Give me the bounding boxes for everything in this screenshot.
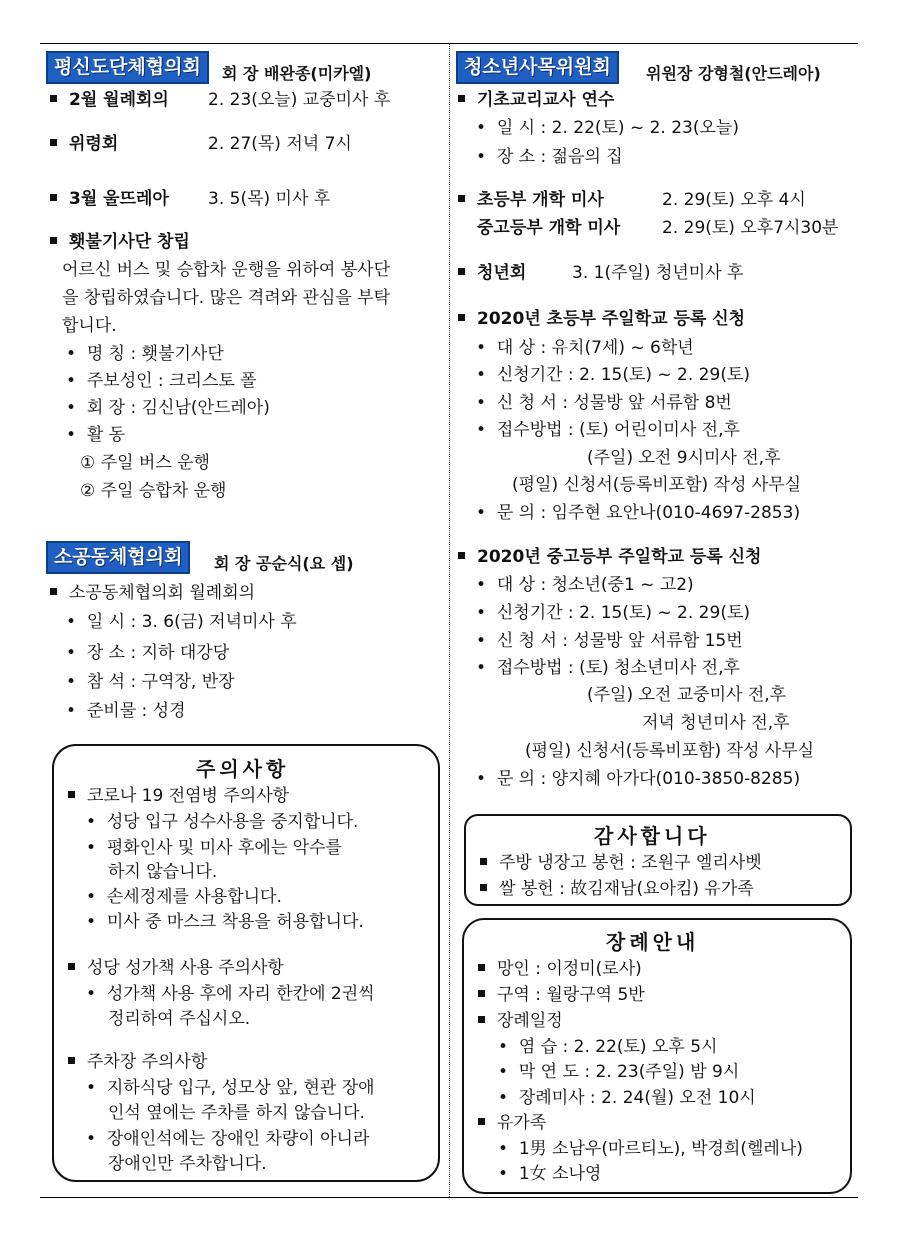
funeral-sub: • 염 습 : 2. 22(토) 오후 5시 (498, 1037, 718, 1057)
notice-item: • 장애인석에는 장애인 차량이 아니라 (86, 1129, 370, 1149)
bullet-item: • 신청기간 : 2. 15(토) ~ 2. 29(토) (476, 603, 751, 623)
community-council-leader: 회 장 공순식(요 셉) (214, 554, 354, 573)
notice-item-cont: 장애인만 주차합니다. (108, 1154, 267, 1174)
notice-item: • 평화인사 및 미사 후에는 악수를 (86, 838, 342, 858)
notice-heading: 성당 성가책 사용 주의사항 (68, 960, 284, 977)
thanks-item: 주방 냉장고 봉헌 : 조원구 엘리사벳 (480, 855, 762, 872)
bullet-item: • 접수방법 : (토) 어린이미사 전,후 (476, 420, 740, 440)
list-item: 기초교리교사 연수 (458, 92, 614, 109)
item-detail: 2. 23(오늘) 교중미사 후 (208, 90, 391, 110)
bullet-item: • 대 상 : 유치(7세) ~ 6학년 (476, 338, 694, 358)
funeral-sub: • 1女 소나영 (498, 1164, 602, 1184)
item-detail: 2. 29(토) 오후7시30분 (662, 218, 839, 238)
item-detail: 3. 1(주일) 청년미사 후 (572, 263, 744, 283)
list-item: 횃불기사단 창립 (50, 234, 190, 251)
item-cont: (평일) 신청서(등록비포함) 작성 사무실 (512, 475, 802, 495)
item-detail: 2. 29(토) 오후 4시 (662, 190, 806, 210)
notice-item: • 손세정제를 사용합니다. (86, 887, 282, 907)
funeral-sub: • 막 연 도 : 2. 23(주일) 밤 9시 (498, 1062, 740, 1082)
bullet-item: • 장 소 : 젊음의 집 (476, 147, 623, 167)
bullet-item: • 일 시 : 3. 6(금) 저녁미사 후 (66, 612, 297, 632)
bullet-item: • 일 시 : 2. 22(토) ~ 2. 23(오늘) (476, 118, 739, 138)
item-cont: 저녁 청년미사 전,후 (642, 713, 790, 733)
item-detail: 2. 27(목) 저녁 7시 (208, 134, 352, 154)
funeral-item: 유가족 (478, 1115, 546, 1132)
contact-line: • 문 의 : 임주현 요안나(010-4697-2853) (476, 503, 801, 523)
item-cont: (평일) 신청서(등록비포함) 작성 사무실 (525, 741, 815, 761)
notice-item: • 성가책 사용 후에 자리 한칸에 2권씩 (86, 984, 375, 1004)
lay-council-leader: 회 장 배완종(미카엘) (222, 64, 372, 83)
bullet-item: • 대 상 : 청소년(중1 ~ 고2) (476, 575, 694, 595)
list-item: 초등부 개학 미사 (458, 192, 604, 209)
bullet-item: • 접수방법 : (토) 청소년미사 전,후 (476, 658, 740, 678)
notice-item: • 미사 중 마스크 착용을 허용합니다. (86, 912, 364, 932)
paragraph-line: 합니다. (62, 316, 117, 336)
bullet-item: • 신 청 서 : 성물방 앞 서류함 8번 (476, 393, 732, 413)
funeral-sub: • 장례미사 : 2. 24(월) 오전 10시 (498, 1088, 756, 1108)
bullet-item: • 장 소 : 지하 대강당 (66, 643, 230, 663)
thanks-item: 쌀 봉헌 : 故김재남(요아킴) 유가족 (480, 881, 754, 898)
item-cont: (주일) 오전 교중미사 전,후 (587, 685, 787, 705)
paragraph-line: 어르신 버스 및 승합차 운행을 위하여 봉사단 (62, 260, 391, 280)
bullet-item: • 신 청 서 : 성물방 앞 서류함 15번 (476, 631, 743, 651)
notice-title: 주의사항 (196, 757, 290, 781)
bottom-rule (40, 1197, 858, 1198)
youth-committee-leader: 위원장 강형철(안드레아) (646, 64, 821, 83)
item-detail: 3. 5(목) 미사 후 (208, 189, 331, 209)
funeral-title: 장례안내 (606, 930, 700, 954)
notice-item-cont: 정리하여 주십시오. (108, 1009, 251, 1029)
bullet-item: • 명 칭 : 횃불기사단 (66, 344, 224, 364)
list-item: 2020년 중고등부 주일학교 등록 신청 (458, 549, 761, 566)
column-divider (449, 43, 450, 1197)
bullet-item: • 신청기간 : 2. 15(토) ~ 2. 29(토) (476, 365, 751, 385)
sub-item: ② 주일 승합차 운행 (80, 481, 227, 501)
notice-heading: 주차장 주의사항 (68, 1054, 207, 1071)
list-item: 2월 월례회의 (50, 92, 169, 109)
thanks-title: 감사합니다 (594, 824, 711, 848)
list-item: 3월 울뜨레아 (50, 191, 169, 208)
youth-committee-badge: 청소년사목위원회 (456, 51, 619, 84)
funeral-item: 망인 : 이정미(로사) (478, 961, 642, 978)
funeral-item: 장례일정 (478, 1013, 563, 1030)
list-item: 청년회 (458, 265, 526, 282)
list-item: 위령회 (50, 136, 118, 153)
list-item: 2020년 초등부 주일학교 등록 신청 (458, 311, 745, 328)
sub-item: ① 주일 버스 운행 (80, 453, 210, 473)
bullet-item: • 회 장 : 김신남(안드레아) (66, 398, 270, 418)
community-council-badge: 소공동체협의회 (46, 541, 190, 574)
list-item: 중고등부 개학 미사 (477, 218, 621, 238)
notice-item-cont: 하지 않습니다. (108, 862, 218, 882)
bullet-item: • 준비물 : 성경 (66, 701, 186, 721)
notice-item-cont: 인석 옆에는 주차를 하지 않습니다. (108, 1103, 365, 1123)
bullet-item: • 참 석 : 구역장, 반장 (66, 672, 235, 692)
bullet-item: • 주보성인 : 크리스토 폴 (66, 371, 257, 391)
section-heading: 소공동체협의회 월례회의 (50, 585, 255, 602)
notice-heading: 코로나 19 전염병 주의사항 (68, 788, 289, 805)
notice-item: • 지하식당 입구, 성모상 앞, 현관 장애 (86, 1078, 375, 1098)
funeral-item: 구역 : 월랑구역 5반 (478, 987, 645, 1004)
contact-line: • 문 의 : 양지혜 아가다(010-3850-8285) (476, 769, 801, 789)
bullet-item: • 활 동 (66, 425, 126, 445)
notice-item: • 성당 입구 성수사용을 중지합니다. (86, 812, 359, 832)
funeral-sub: • 1男 소남우(마르티노), 박경희(헬레나) (498, 1139, 803, 1159)
lay-council-badge: 평신도단체협의회 (46, 51, 209, 84)
paragraph-line: 을 창립하였습니다. 많은 격려와 관심을 부탁 (62, 288, 391, 308)
item-cont: (주일) 오전 9시미사 전,후 (587, 448, 781, 468)
